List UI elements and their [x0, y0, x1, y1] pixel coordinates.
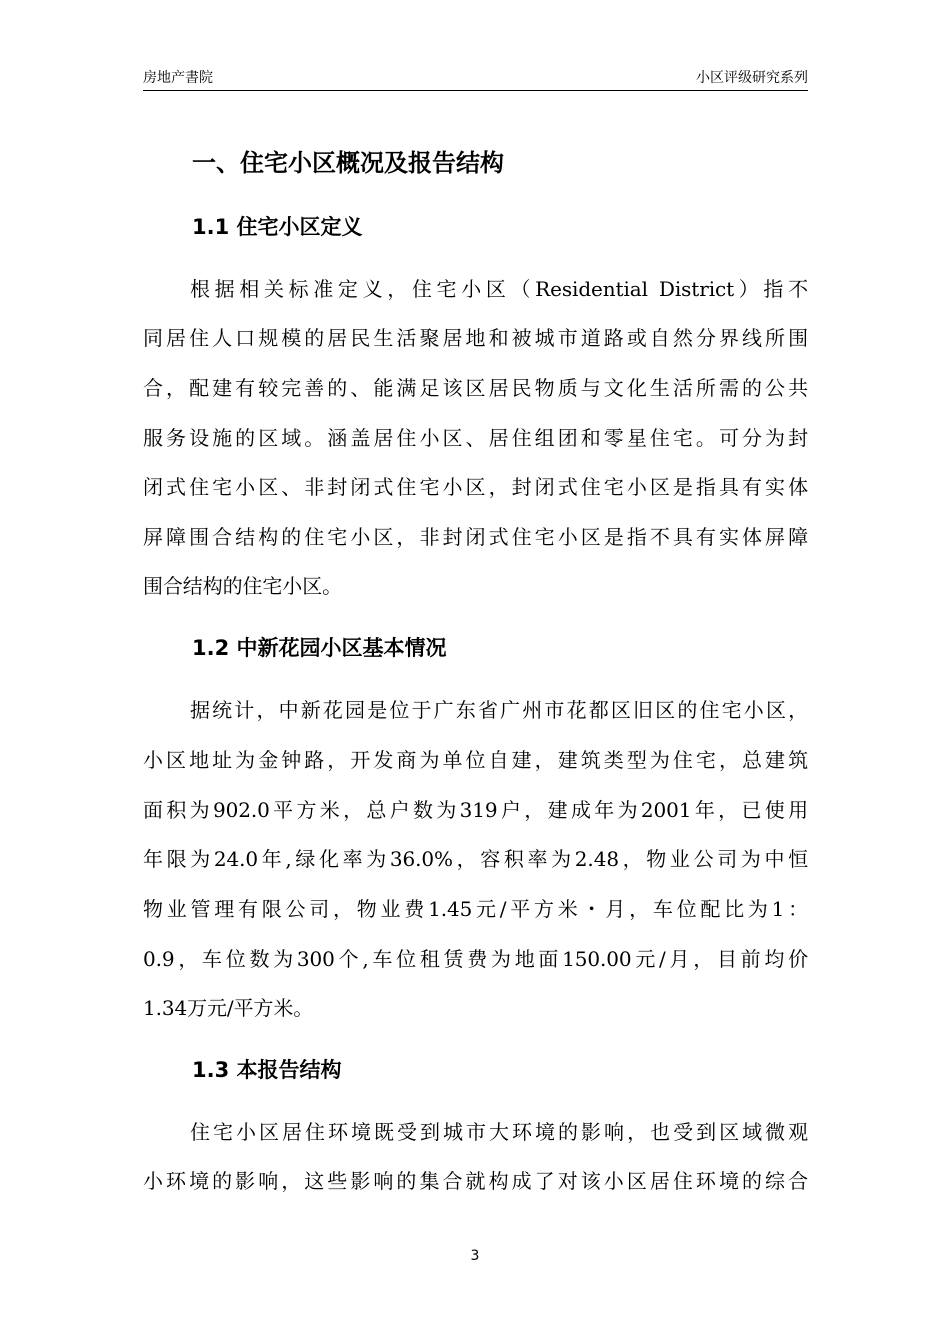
header-series-title: 小区评级研究系列 [696, 70, 808, 86]
paragraph-line: 围合结构的住宅小区。 [143, 574, 342, 598]
section-heading-1-1: 1.1 住宅小区定义 [192, 215, 363, 239]
paragraph-line: 同居住人口规模的居民生活聚居地和被城市道路或自然分界线所围 [143, 326, 808, 350]
paragraph-line: 面积为902.0平方米，总户数为319户，建成年为2001年，已使用 [143, 798, 808, 822]
chapter-title: 一、住宅小区概况及报告结构 [192, 149, 504, 177]
paragraph-line: 小区地址为金钟路，开发商为单位自建，建筑类型为住宅，总建筑 [143, 748, 808, 772]
paragraph-line: 物业管理有限公司，物业费1.45元/平方米・月，车位配比为1： [143, 897, 808, 921]
paragraph-line: 住宅小区居住环境既受到城市大环境的影响，也受到区域微观 [190, 1120, 808, 1144]
header-publisher: 房地产書院 [143, 70, 213, 86]
section-heading-1-3: 1.3 本报告结构 [192, 1058, 342, 1082]
paragraph-line: 据统计，中新花园是位于广东省广州市花都区旧区的住宅小区， [190, 698, 808, 722]
page-number: 3 [470, 1248, 480, 1264]
paragraph-line: 服务设施的区域。涵盖居住小区、居住组团和零星住宅。可分为封 [143, 426, 808, 450]
paragraph-line: 年限为24.0年,绿化率为36.0%，容积率为2.48，物业公司为中恒 [143, 847, 808, 871]
paragraph-line: 根据相关标准定义，住宅小区（Residential District）指不 [190, 277, 808, 301]
running-header [143, 68, 808, 91]
section-heading-1-2: 1.2 中新花园小区基本情况 [192, 636, 447, 660]
paragraph-line: 闭式住宅小区、非封闭式住宅小区，封闭式住宅小区是指具有实体 [143, 475, 808, 499]
paragraph-line: 屏障围合结构的住宅小区，非封闭式住宅小区是指不具有实体屏障 [143, 525, 808, 549]
paragraph-line: 小环境的影响，这些影响的集合就构成了对该小区居住环境的综合 [143, 1169, 808, 1193]
paragraph-line: 0.9，车位数为300个,车位租赁费为地面150.00元/月，目前均价 [143, 947, 808, 971]
paragraph-line: 合，配建有较完善的、能满足该区居民物质与文化生活所需的公共 [143, 376, 808, 400]
paragraph-line: 1.34万元/平方米。 [143, 996, 314, 1020]
